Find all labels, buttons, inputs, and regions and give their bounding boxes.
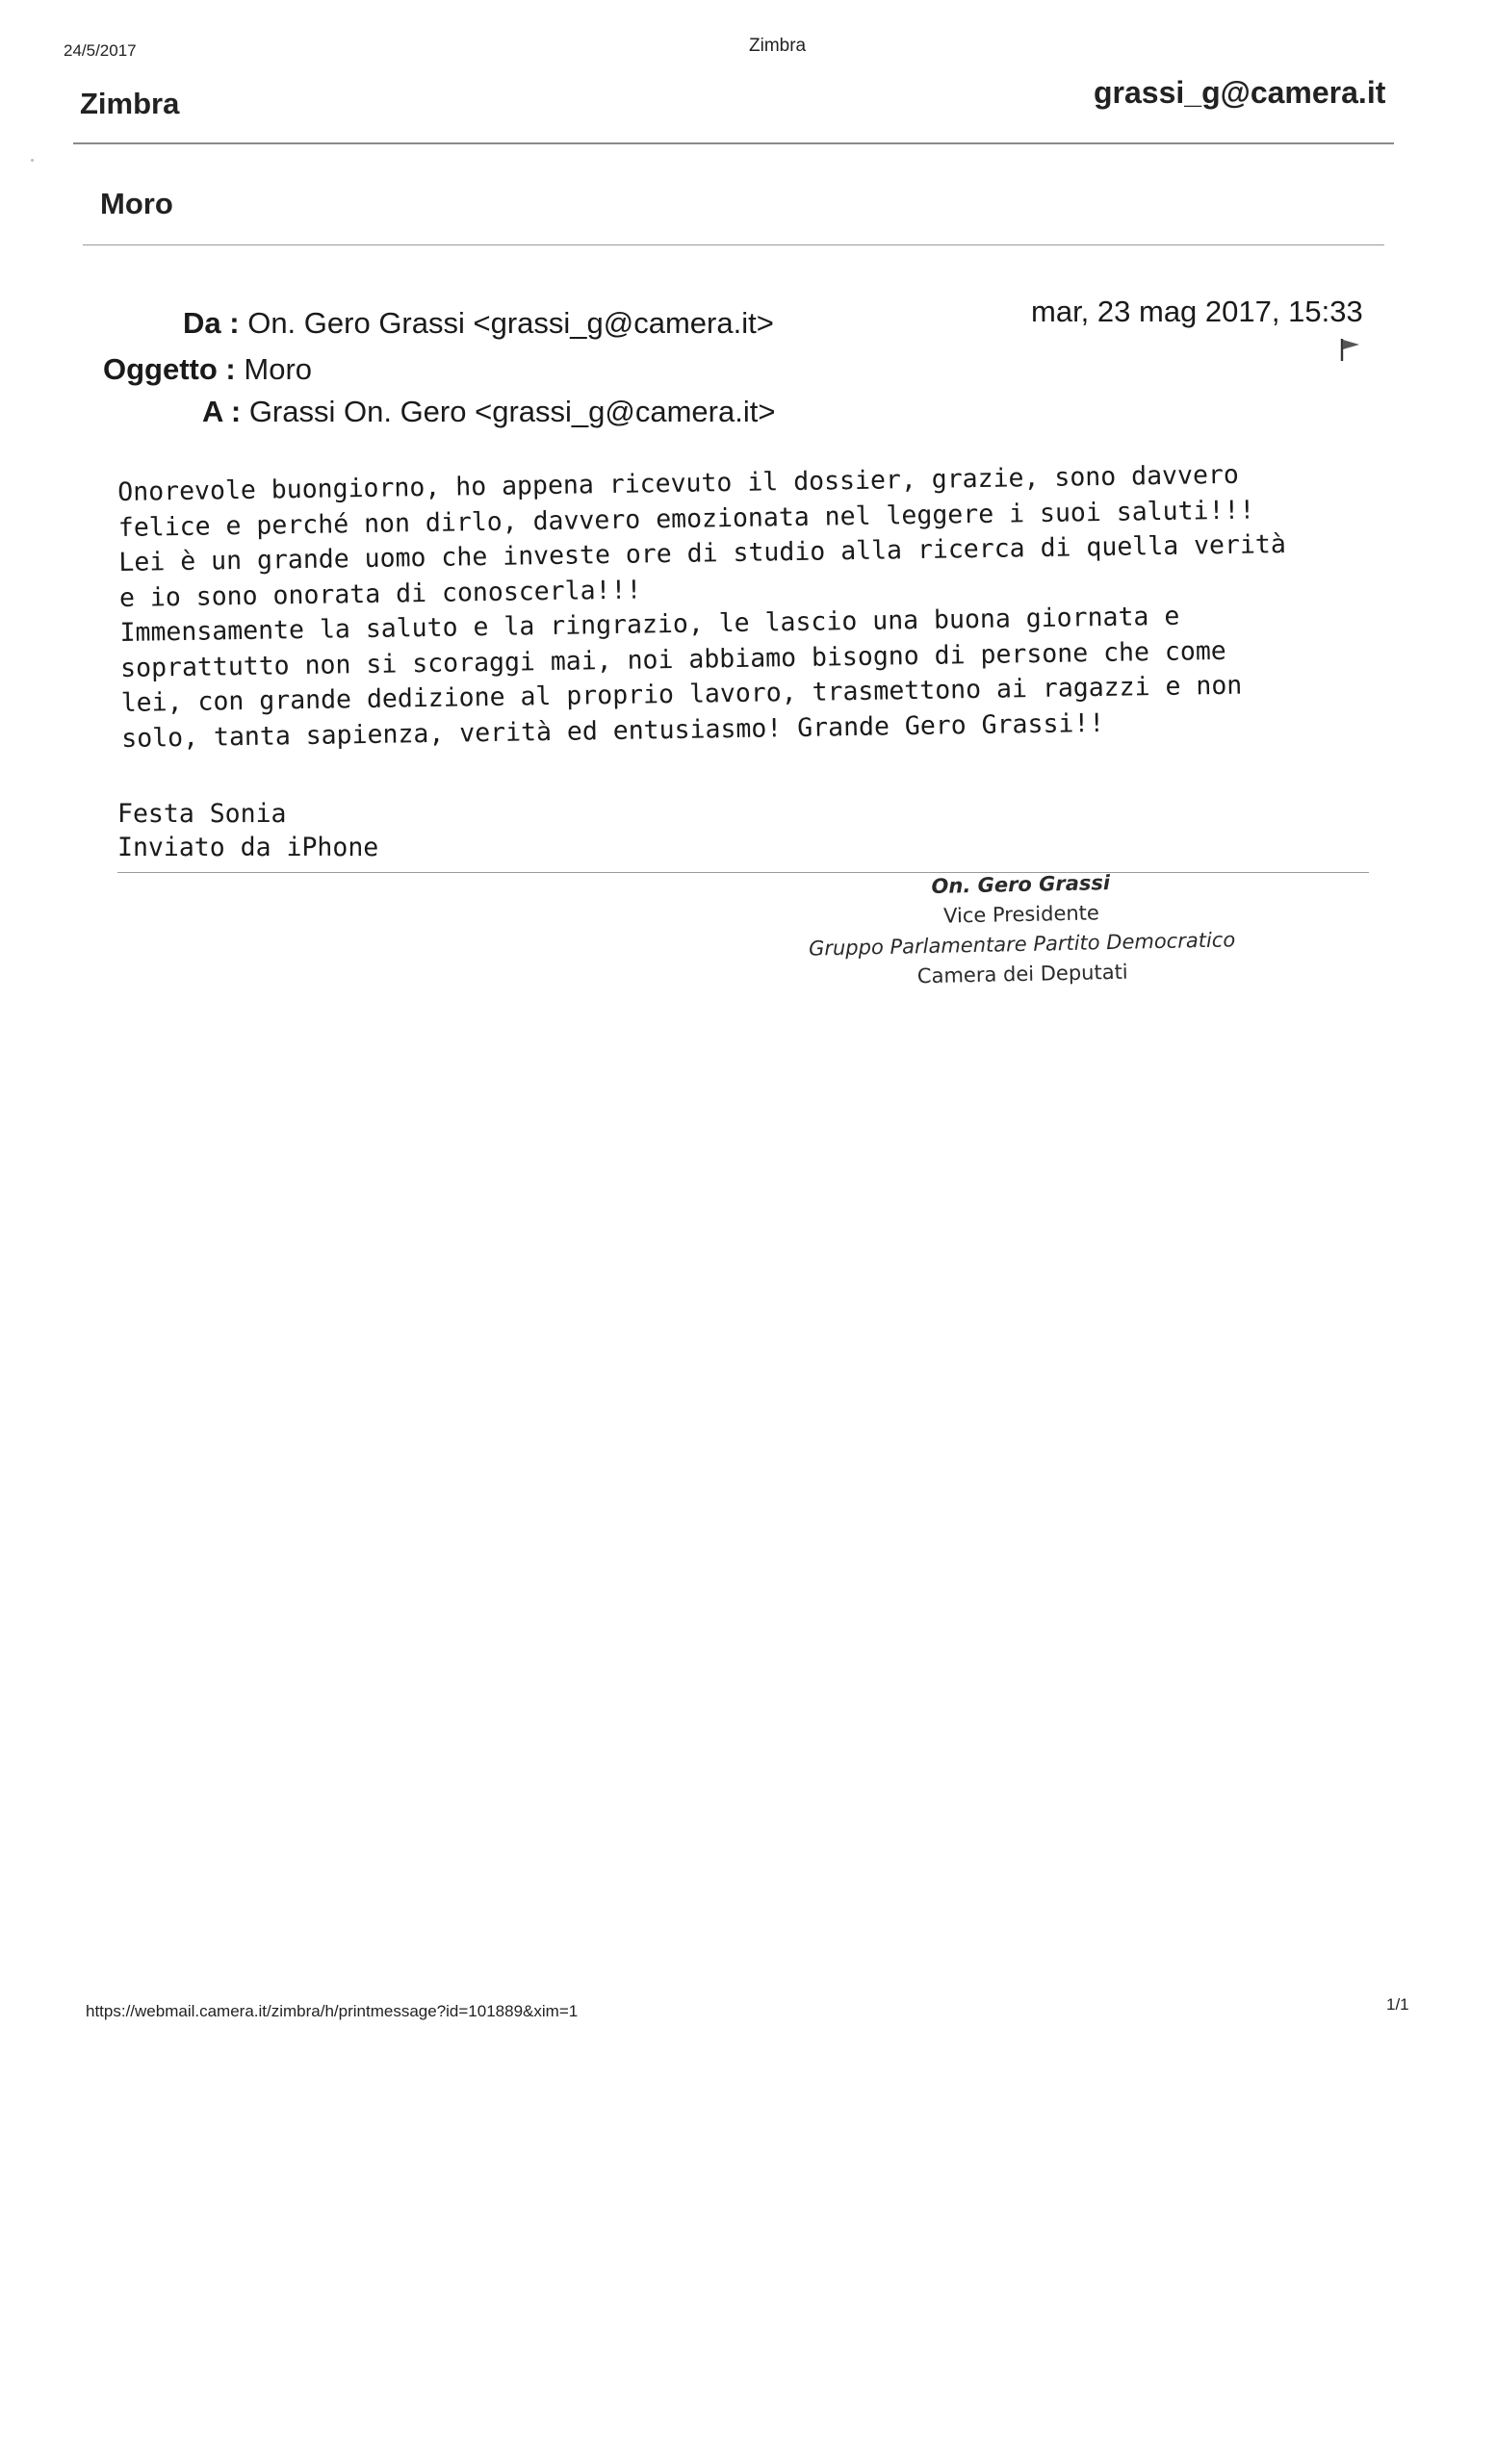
to-label: A : bbox=[202, 395, 242, 428]
sent-date: mar, 23 mag 2017, 15:33 bbox=[1031, 295, 1363, 328]
from-row bbox=[183, 306, 774, 341]
stamp-role: Vice Presidente bbox=[942, 901, 1100, 928]
stamp-chamber: Camera dei Deputati bbox=[916, 960, 1128, 988]
from-value: On. Gero Grassi <grassi_g@camera.it> bbox=[247, 306, 774, 340]
message-body: Onorevole buongiorno, ho appena ricevuto il dossier, grazie, sono davvero felice e perché non dirlo, davvero emozionata nel leggere i suoi saluti!!! Lei è un grande uomo che investe ore di studio alla ricerca di quella verità e io sono onorata di conoscerla!!! Immensamente la saluto e la ringrazio, le lascio una buona giornata e soprattutto non si scoraggi mai, noi abbiamo bisogno di persone che come lei, con grande dedizione al proprio lavoro, trasmettono ai ragazzi e non solo, tanta sapienza, verità ed entusiasmo! Grande Gero Grassi!! bbox=[117, 459, 1287, 754]
scan-speck bbox=[31, 159, 34, 162]
stamp-group: Gruppo Parlamentare Partito Democratico bbox=[808, 928, 1236, 961]
subject-title: Moro bbox=[100, 187, 173, 220]
print-app-name: Zimbra bbox=[749, 36, 807, 56]
print-date: 24/5/2017 bbox=[64, 41, 137, 60]
account-email: grassi_g@camera.it bbox=[1094, 75, 1386, 110]
page-number: 1/1 bbox=[1386, 1995, 1409, 2014]
to-row bbox=[202, 395, 775, 429]
subject-divider bbox=[83, 244, 1384, 245]
brand-name: Zimbra bbox=[80, 87, 180, 120]
header-divider bbox=[73, 142, 1394, 144]
signature-stamp bbox=[770, 865, 1273, 995]
stamp-name: On. Gero Grassi bbox=[931, 871, 1111, 898]
subject-value: Moro bbox=[244, 352, 313, 386]
message-signoff: Festa Sonia Inviato da iPhone bbox=[117, 799, 379, 862]
subject-row bbox=[103, 352, 312, 387]
from-label: Da : bbox=[183, 306, 240, 340]
flag-icon bbox=[1339, 337, 1362, 362]
subject-label: Oggetto : bbox=[103, 352, 236, 386]
to-value: Grassi On. Gero <grassi_g@camera.it> bbox=[248, 395, 776, 428]
print-url: https://webmail.camera.it/zimbra/h/printmessage?id=101889&xim=1 bbox=[86, 2002, 579, 2020]
